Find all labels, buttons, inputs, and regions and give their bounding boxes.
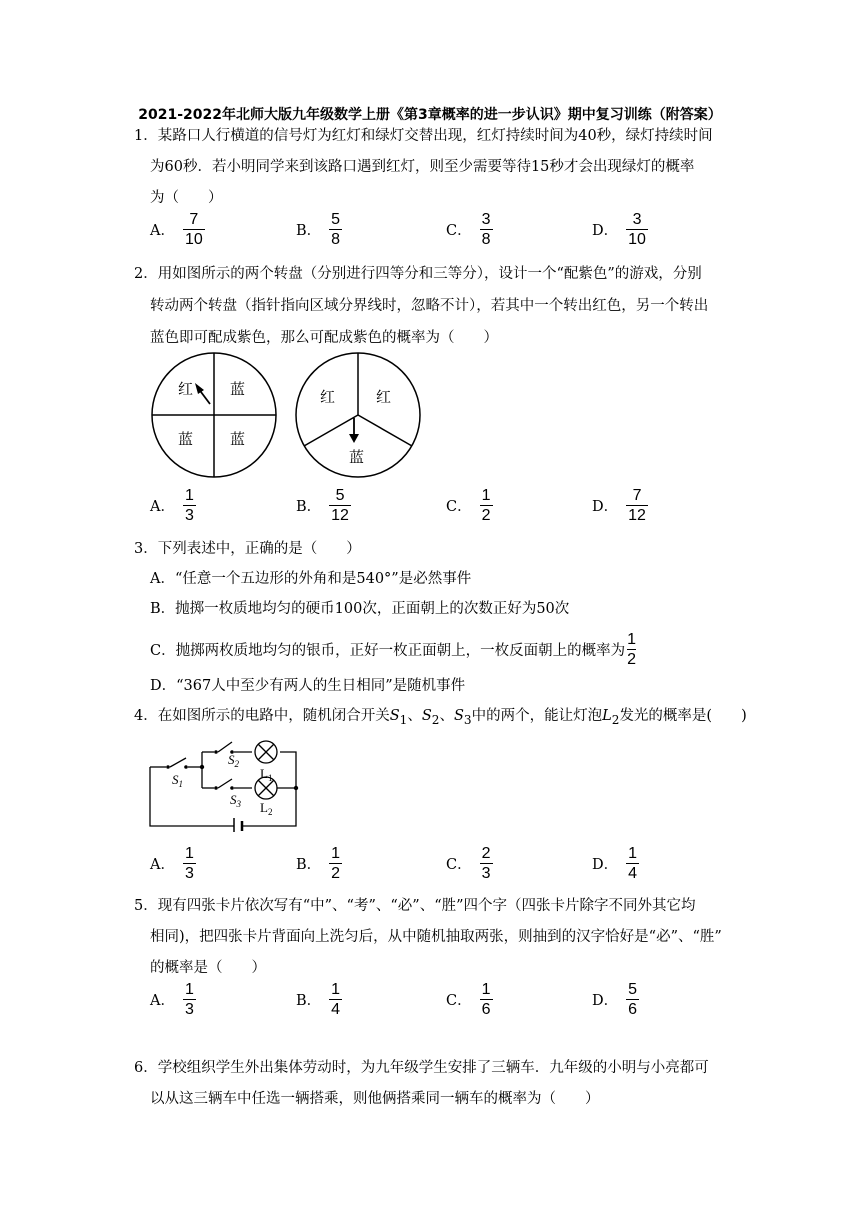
q2-option-c: C． $\frac{1}{2}$: [446, 487, 491, 524]
q2-line-2: 转动两个转盘（指针指向区域分界线时，忽略不计），若其中一个转出红色，另一个转出: [150, 298, 709, 314]
fraction: $\frac{5}{6}$: [628, 981, 638, 1018]
q4-option-c: C． $\frac{2}{3}$: [446, 845, 491, 882]
q4-option-a: A． $\frac{1}{3}$: [150, 845, 194, 882]
q1-line-2: 为60秒．若小明同学来到该路口遇到红灯，则至少需要等待15秒才会出现绿灯的概率: [150, 159, 695, 175]
circuit-label-l2: $L_2$: [260, 800, 273, 817]
q2-option-b: B． $\frac{5}{12}$: [296, 487, 349, 524]
circuit-label-l1: $L_1$: [260, 766, 273, 783]
spinner-four-parts: [152, 353, 276, 477]
q1-line-1: 1．某路口人行横道的信号灯为红灯和绿灯交替出现，红灯持续时间为40秒，绿灯持续时间: [134, 128, 713, 144]
spinner1-label: 蓝: [178, 430, 194, 448]
pointer-arrow-icon: [195, 383, 204, 394]
fraction: $\frac{1}{2}$: [627, 631, 636, 668]
q5-line-1: 5．现有四张卡片依次写有“中”、“考”、“必”、“胜”四个字（四张卡片除字不同外其它均: [134, 898, 696, 914]
q3-option-d: D．“367人中至少有两人的生日相同”是随机事件: [150, 678, 466, 694]
fraction: $\frac{1}{3}$: [184, 981, 194, 1018]
spinner2-label: 蓝: [349, 448, 365, 466]
q4-stem: 4．在如图所示的电路中，随机闭合开关$S_1$、$S_2$、$S_3$中的两个，能让灯泡$L_2$发光的概率是( ): [134, 708, 747, 727]
circuit-label-s2: $S_2$: [228, 752, 239, 769]
fraction: $\frac{2}{3}$: [481, 845, 491, 882]
circuit-label-s1: $S_1$: [172, 772, 183, 789]
q3-option-b: B．抛掷一枚质地均匀的硬币100次，正面朝上的次数正好为50次: [150, 601, 570, 617]
pointer-arrow-icon: [349, 434, 359, 443]
circuit-label-s3: $S_3$: [230, 792, 241, 809]
fraction: $\frac{1}{4}$: [628, 845, 638, 882]
fraction: $\frac{1}{4}$: [331, 981, 341, 1018]
q1-line-3: 为（ ）: [150, 190, 223, 206]
fraction: $\frac{5}{12}$: [331, 487, 349, 524]
q2-option-a: A． $\frac{1}{3}$: [150, 487, 194, 524]
spinner2-label: 红: [320, 388, 336, 406]
q1-option-b: B． $\frac{5}{8}$: [296, 211, 341, 248]
q2-option-d: D． $\frac{7}{12}$: [592, 487, 646, 524]
spinner-figure: [148, 350, 428, 480]
q3-option-a: A．“任意一个五边形的外角和是540°”是必然事件: [150, 571, 472, 587]
q5-option-b: B． $\frac{1}{4}$: [296, 981, 341, 1018]
fraction: $\frac{5}{8}$: [331, 211, 341, 248]
q6-line-2: 以从这三辆车中任选一辆搭乘，则他俩搭乘同一辆车的概率为（ ）: [150, 1091, 600, 1107]
spinner-three-parts: [296, 353, 420, 477]
q4-option-b: B． $\frac{1}{2}$: [296, 845, 341, 882]
document-title: 2021-2022年北师大版九年级数学上册《第3章概率的进一步认识》期中复习训练（附答案）: [138, 107, 722, 123]
q4-option-d: D． $\frac{1}{4}$: [592, 845, 638, 882]
fraction: $\frac{3}{10}$: [628, 211, 646, 248]
q3-stem: 3．下列表述中，正确的是（ ）: [134, 541, 361, 557]
q5-line-3: 的概率是（ ）: [150, 960, 266, 976]
fraction: $\frac{7}{10}$: [184, 211, 203, 248]
spinner1-label: 红: [178, 380, 194, 398]
fraction: $\frac{1}{3}$: [184, 487, 194, 524]
q1-option-a: A． $\frac{7}{10}$: [150, 211, 203, 248]
spinner1-label: 蓝: [230, 430, 246, 448]
q3-option-c: C．抛掷两枚质地均匀的银币，正好一枚正面朝上，一枚反面朝上的概率为 $\frac{1}{2}$: [150, 631, 636, 668]
fraction: $\frac{1}{3}$: [184, 845, 194, 882]
q2-line-1: 2．用如图所示的两个转盘（分别进行四等分和三等分），设计一个“配紫色”的游戏，分别: [134, 266, 702, 282]
q5-line-2: 相同)，把四张卡片背面向上洗匀后，从中随机抽取两张，则抽到的汉字恰好是“必”、“胜”: [150, 929, 722, 945]
fraction: $\frac{1}{2}$: [331, 845, 341, 882]
q5-option-d: D． $\frac{5}{6}$: [592, 981, 638, 1018]
fraction: $\frac{1}{2}$: [481, 487, 491, 524]
spinner2-label: 红: [376, 388, 392, 406]
q2-line-3: 蓝色即可配成紫色，那么可配成紫色的概率为（ ）: [150, 330, 498, 346]
q5-option-c: C． $\frac{1}{6}$: [446, 981, 491, 1018]
spinner1-label: 蓝: [230, 380, 246, 398]
circuit-diagram: [146, 732, 306, 832]
q1-option-c: C． $\frac{3}{8}$: [446, 211, 491, 248]
fraction: $\frac{1}{6}$: [481, 981, 491, 1018]
q6-line-1: 6．学校组织学生外出集体劳动时，为九年级学生安排了三辆车．九年级的小明与小亮都可: [134, 1060, 709, 1076]
fraction: $\frac{3}{8}$: [481, 211, 491, 248]
q5-option-a: A． $\frac{1}{3}$: [150, 981, 194, 1018]
fraction: $\frac{7}{12}$: [628, 487, 646, 524]
q1-option-d: D． $\frac{3}{10}$: [592, 211, 646, 248]
